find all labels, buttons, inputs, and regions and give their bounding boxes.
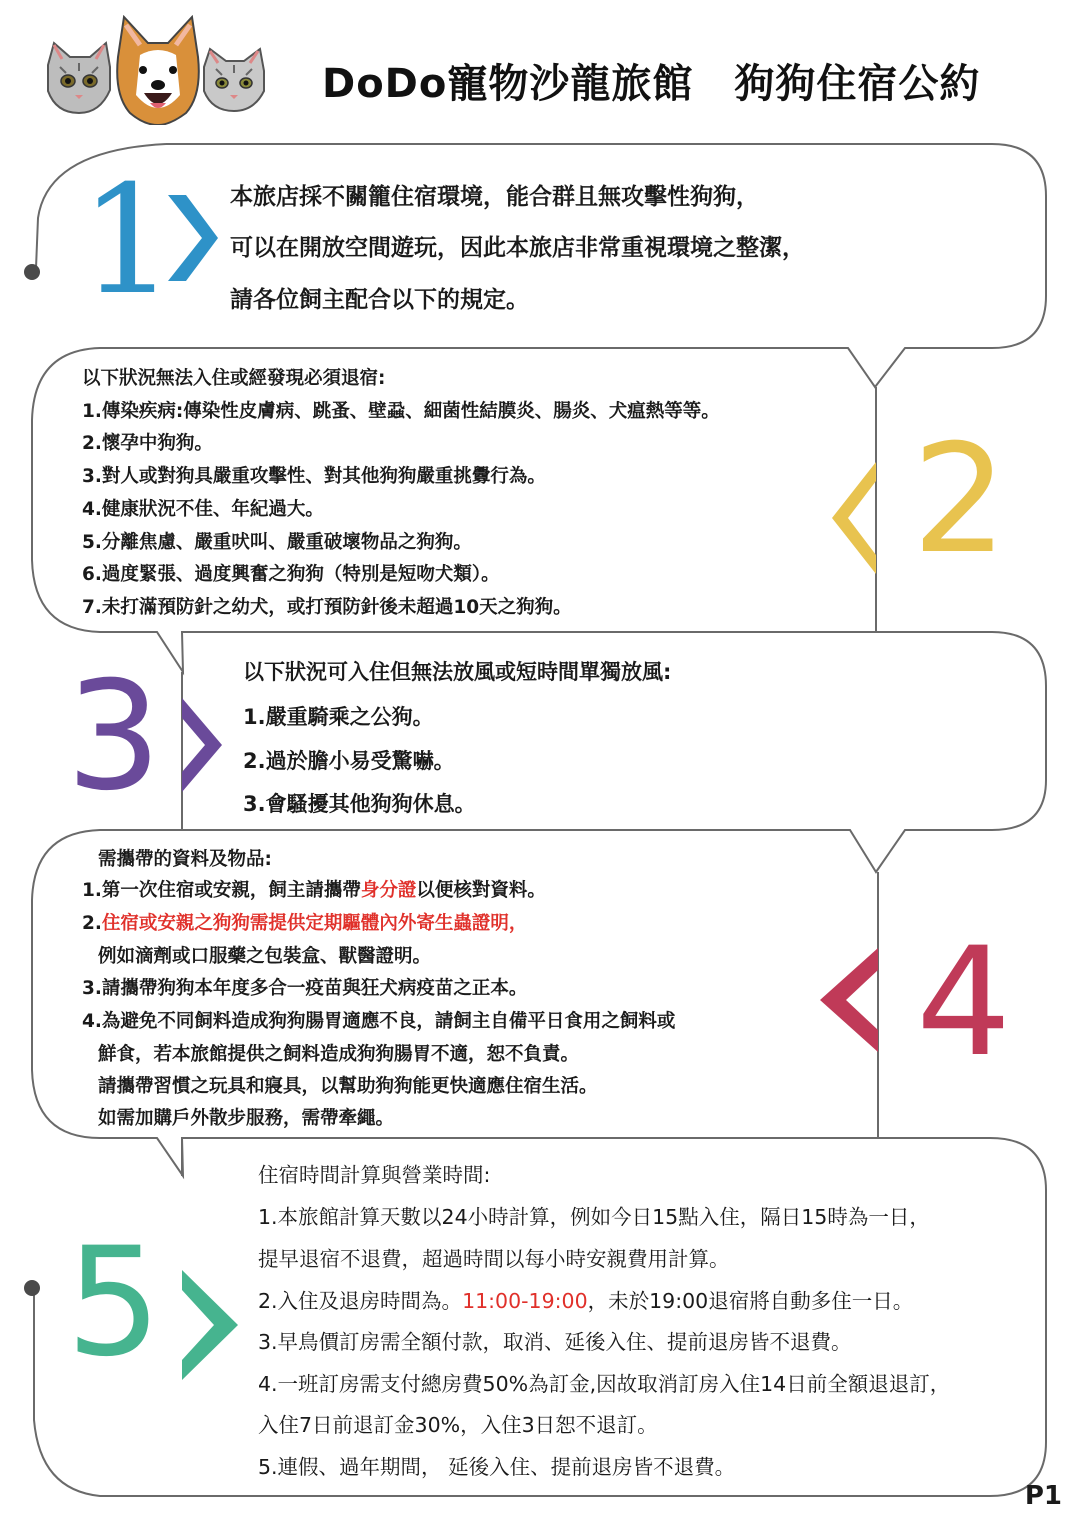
chevron-left-icon (820, 948, 878, 1052)
section-1-line: 可以在開放空間遊玩，因此本旅店非常重視環境之整潔， (230, 235, 805, 261)
section-3-heading: 以下狀況可入住但無法放風或短時間單獨放風: (243, 660, 672, 684)
list-item-continued: 例如滴劑或口服藥之包裝盒、獸醫證明。 (98, 946, 432, 967)
list-item: 6.過度緊張、過度興奮之狗狗（特別是短吻犬類）。 (82, 564, 500, 585)
section-number-1: 1 (80, 154, 176, 328)
section-2-heading: 以下狀況無法入住或經發現必須退宿: (82, 368, 386, 389)
list-item: 3.對人或對狗具嚴重攻擊性、對其他狗狗嚴重挑釁行為。 (82, 466, 546, 487)
bubble-5-outline (34, 1138, 1046, 1496)
section-number-3: 3 (66, 650, 162, 824)
timeline-dot-top (24, 264, 40, 280)
list-item: 2.過於膽小易受驚嚇。 (243, 749, 455, 773)
highlight-text: 身分證 (360, 880, 417, 901)
list-item-continued: 鮮食，若本旅館提供之飼料造成狗狗腸胃不適，恕不負責。 (98, 1044, 580, 1065)
item-text: 以便核對資料。 (416, 880, 546, 901)
list-item: 5.分離焦慮、嚴重吠叫、嚴重破壞物品之狗狗。 (82, 532, 472, 553)
section-number-4: 4 (916, 916, 1012, 1090)
page-title: DoDo寵物沙龍旅館 狗狗住宿公約 (322, 61, 981, 107)
list-item: 7.未打滿預防針之幼犬，或打預防針後未超過10天之狗狗。 (82, 597, 572, 618)
list-item: 1.本旅館計算天數以24小時計算，例如今日15點入住，隔日15時為一日， (258, 1205, 930, 1229)
business-hours: 11:00-19:00 (462, 1289, 588, 1313)
section-number-5: 5 (66, 1216, 162, 1390)
list-item-continued: 入住7日前退訂金30%，入住3日恕不退訂。 (258, 1413, 658, 1437)
chevron-right-icon (182, 1270, 238, 1380)
list-item (82, 876, 546, 902)
section-number-2: 2 (912, 413, 1008, 587)
list-item: 4.一班訂房需支付總房費50%為訂金,因故取消訂房入住14日前全額退退訂， (258, 1372, 951, 1396)
list-item (258, 1284, 913, 1314)
section-4-heading: 需攜帶的資料及物品: (98, 849, 272, 870)
item-text: 2.入住及退房時間為。 (258, 1289, 463, 1313)
list-item-continued: 如需加購戶外散步服務，需帶牽繩。 (98, 1108, 395, 1129)
section-5-heading: 住宿時間計算與營業時間: (258, 1163, 491, 1187)
item-text: ，未於19:00退宿將自動多住一日。 (587, 1289, 914, 1313)
timeline-dot-bottom (24, 1280, 40, 1296)
section-1-line: 請各位飼主配合以下的規定。 (230, 287, 529, 313)
list-item: 3.請攜帶狗狗本年度多合一疫苗與狂犬病疫苗之正本。 (82, 978, 528, 999)
list-item: 3.會騷擾其他狗狗休息。 (243, 792, 476, 816)
section-1-line: 本旅店採不關籠住宿環境，能合群且無攻擊性狗狗， (230, 184, 759, 210)
item-number: 2. (82, 913, 102, 934)
list-item: 4.健康狀況不佳、年紀過大。 (82, 499, 324, 520)
chevron-left-icon (832, 462, 876, 574)
chevron-right-icon (182, 698, 222, 792)
list-item: 1.傳染疾病:傳染性皮膚病、跳蚤、壁蝨、細菌性結膜炎、腸炎、犬瘟熱等等。 (82, 401, 720, 422)
highlight-text: 住宿或安親之狗狗需提供定期驅體內外寄生蟲證明， (101, 913, 528, 934)
list-item (82, 909, 527, 935)
list-item: 4.為避免不同飼料造成狗狗腸胃適應不良，請飼主自備平日食用之飼料或 (82, 1011, 676, 1032)
chevron-right-icon (168, 195, 218, 281)
list-item-continued: 請攜帶習慣之玩具和寢具，以幫助狗狗能更快適應住宿生活。 (98, 1076, 598, 1097)
list-item: 2.懷孕中狗狗。 (82, 433, 213, 454)
list-item: 1.嚴重騎乘之公狗。 (243, 705, 434, 729)
list-item: 3.早鳥價訂房需全額付款，取消、延後入住、提前退房皆不退費。 (258, 1330, 852, 1354)
page-number: P1 (1024, 1481, 1062, 1511)
item-text: 1.第一次住宿或安親，飼主請攜帶 (82, 880, 361, 901)
list-item-continued: 提早退宿不退費，超過時間以每小時安親費用計算。 (258, 1247, 730, 1271)
list-item: 5.連假、過年期間， 延後入住、提前退房皆不退費。 (258, 1455, 736, 1479)
